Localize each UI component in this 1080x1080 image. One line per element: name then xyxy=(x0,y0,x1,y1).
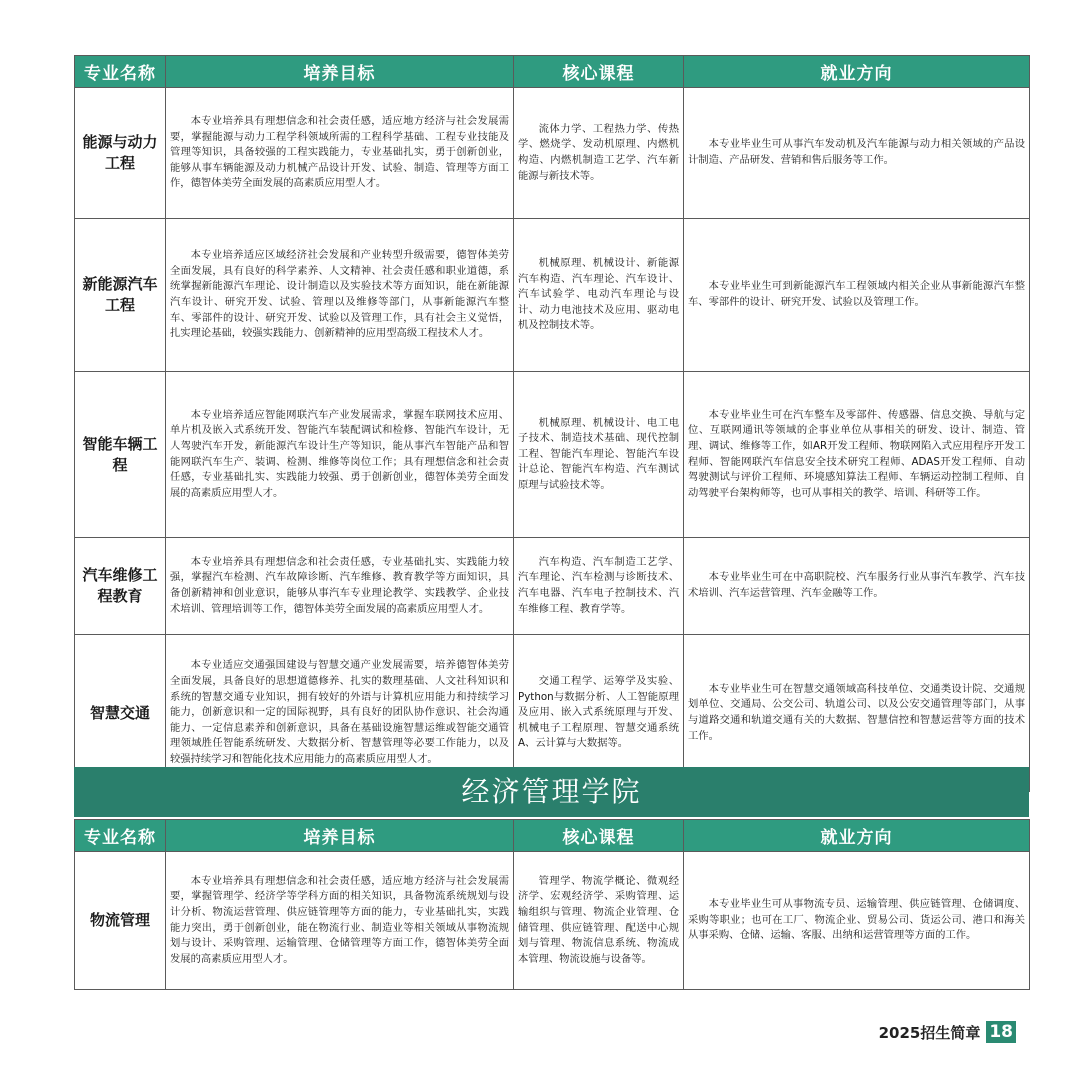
training-goal: 本专业培养适应区域经济社会发展和产业转型升级需要，德智体美劳全面发展，具有良好的科学素养、人文精神、社会责任感和职业道德，系统掌握新能源汽车理论、设计制造以及实验技术等方面知识，能在新能源汽车设计、研究开发、试验、管理以及维修等部门，从事新能源汽车整车、零部件的设计、研究开发、试验以及管理工作，具有社会主义觉悟，扎实理论基础，较强实践能力、创新精神的应用型高级工程技术人才。 xyxy=(166,219,514,372)
major-name: 能源与动力工程 xyxy=(75,88,166,219)
career-direction: 本专业毕业生可到新能源汽车工程领域内相关企业从事新能源汽车整车、零部件的设计、研究开发、试验以及管理工作。 xyxy=(684,219,1030,372)
major-name: 汽车维修工程教育 xyxy=(75,538,166,635)
training-goal: 本专业适应交通强国建设与智慧交通产业发展需要，培养德智体美劳全面发展，具备良好的思想道德修养、扎实的数理基础、人文社科知识和系统的智慧交通专业知识，拥有较好的外语与计算机应用能力和持续学习能力，创新意识和一定的国际视野，具有良好的团队协作意识、社会沟通能力、一定信息素养和创新意识，具备在基础设施智慧运维或智能交通管理领域胜任智能系统研发、大数据分析、智慧管理等必要工作能力，以及较强持续学习和智能化技术应用能力的高素质应用型人才。 xyxy=(166,635,514,792)
career-direction: 本专业毕业生可从事汽车发动机及汽车能源与动力相关领域的产品设计制造、产品研发、营销和售后服务等工作。 xyxy=(684,88,1030,219)
table-row xyxy=(75,852,1030,990)
table-header-row xyxy=(75,820,1030,852)
core-courses: 汽车构造、汽车制造工艺学、汽车理论、汽车检测与诊断技术、汽车电器、汽车电子控制技术、汽车维修工程、教育学等。 xyxy=(514,538,684,635)
header-core-courses: 核心课程 xyxy=(514,820,684,852)
core-courses: 机械原理、机械设计、新能源汽车构造、汽车理论、汽车设计、汽车试验学、电动汽车理论与设计、动力电池技术及应用、驱动电机及控制技术等。 xyxy=(514,219,684,372)
major-name: 新能源汽车工程 xyxy=(75,219,166,372)
career-direction: 本专业毕业生可从事物流专员、运输管理、供应链管理、仓储调度、采购等职业；也可在工厂、物流企业、贸易公司、货运公司、港口和海关从事采购、仓储、运输、客服、出纳和运营管理等方面的工作。 xyxy=(684,852,1030,990)
page-number: 18 xyxy=(986,1021,1016,1043)
core-courses: 机械原理、机械设计、电工电子技术、制造技术基础、现代控制工程、智能汽车理论、智能汽车设计总论、智能汽车构造、汽车测试原理与试验技术等。 xyxy=(514,372,684,538)
footer-label: 2025招生简章 xyxy=(878,1023,981,1042)
major-name: 智慧交通 xyxy=(75,635,166,792)
table-row xyxy=(75,219,1030,372)
header-career: 就业方向 xyxy=(684,820,1030,852)
training-goal: 本专业培养具有理想信念和社会责任感，适应地方经济与社会发展需要，掌握管理学、经济学等学科方面的相关知识，具备物流系统规划与设计分析、物流运营管理、供应链管理等方面的能力，专业基础扎实，实践能力突出，勇于创新创业，能在物流行业、制造业等相关领域从事物流规划与设计、采购管理、运输管理、仓储管理等方面工作，德智体美劳全面发展的高素质应用型人才。 xyxy=(166,852,514,990)
header-training-goal: 培养目标 xyxy=(166,56,514,88)
page-footer xyxy=(879,1020,1016,1044)
college-title-banner: 经济管理学院 xyxy=(74,767,1029,817)
majors-table-economics xyxy=(74,819,1030,990)
header-career: 就业方向 xyxy=(684,56,1030,88)
career-direction: 本专业毕业生可在汽车整车及零部件、传感器、信息交换、导航与定位、互联网通讯等领域的企事业单位从事相关的研发、设计、制造、管理、调试、维修等工作，如AR开发工程师、物联网陷入式应用程序开发工程师、智能网联汽车信息安全技术研究工程师、ADAS开发工程师、自动驾驶测试与评价工程师、环境感知算法工程师、车辆运动控制工程师、自动驾驶平台架构师等，也可从事相关的教学、培训、科研等工作。 xyxy=(684,372,1030,538)
header-major-name: 专业名称 xyxy=(75,820,166,852)
major-name: 智能车辆工程 xyxy=(75,372,166,538)
majors-table-engineering xyxy=(74,55,1030,792)
table-row xyxy=(75,88,1030,219)
core-courses: 交通工程学、运筹学及实验、Python与数据分析、人工智能原理及应用、嵌入式系统原理与开发、机械电子工程原理、智慧交通系统A、云计算与大数据等。 xyxy=(514,635,684,792)
header-major-name: 专业名称 xyxy=(75,56,166,88)
table-row xyxy=(75,538,1030,635)
header-core-courses: 核心课程 xyxy=(514,56,684,88)
table-row xyxy=(75,372,1030,538)
training-goal: 本专业培养适应智能网联汽车产业发展需求，掌握车联网技术应用、单片机及嵌入式系统开发、智能汽车装配调试和检修、智能汽车设计，无人驾驶汽车开发，新能源汽车设计生产等知识，能从事汽车智能产品和智能网联汽车生产、装调、检测、维修等岗位工作；具有理想信念和社会责任感，专业基础扎实、实践能力较强、勇于创新创业，德智体美劳全面发展的高素质应用型人才。 xyxy=(166,372,514,538)
career-direction: 本专业毕业生可在中高职院校、汽车服务行业从事汽车教学、汽车技术培训、汽车运营管理、汽车金融等工作。 xyxy=(684,538,1030,635)
table-header-row xyxy=(75,56,1030,88)
training-goal: 本专业培养具有理想信念和社会责任感，专业基础扎实、实践能力较强，掌握汽车检测、汽车故障诊断、汽车维修、教育教学等方面知识，具备创新精神和创业意识，能够从事汽车专业理论教学、实践教学、企业技术培训、管理培训等工作，德智体美劳全面发展的高素质应用型人才。 xyxy=(166,538,514,635)
core-courses: 管理学、物流学概论、微观经济学、宏观经济学、采购管理、运输组织与管理、物流企业管理、仓储管理、供应链管理、配送中心规划与管理、物流信息系统、物流成本管理、物流设施与设备等。 xyxy=(514,852,684,990)
core-courses: 流体力学、工程热力学、传热学、燃烧学、发动机原理、内燃机构造、内燃机制造工艺学、汽车新能源与新技术等。 xyxy=(514,88,684,219)
training-goal: 本专业培养具有理想信念和社会责任感，适应地方经济与社会发展需要，掌握能源与动力工程学科领域所需的工程科学基础、工程专业技能及管理等知识，具备较强的工程实践能力，专业基础扎实，勇于创新创业，能够从事车辆能源及动力机械产品设计开发、试验、制造、管理等方面工作，德智体美劳全面发展的高素质应用型人才。 xyxy=(166,88,514,219)
major-name: 物流管理 xyxy=(75,852,166,990)
career-direction: 本专业毕业生可在智慧交通领域高科技单位、交通类设计院、交通规划单位、交通局、公交公司、轨道公司、以及公安交通管理等部门，从事与道路交通和轨道交通有关的大数据、智慧信控和智慧运营等方面的技术工作。 xyxy=(684,635,1030,792)
header-training-goal: 培养目标 xyxy=(166,820,514,852)
